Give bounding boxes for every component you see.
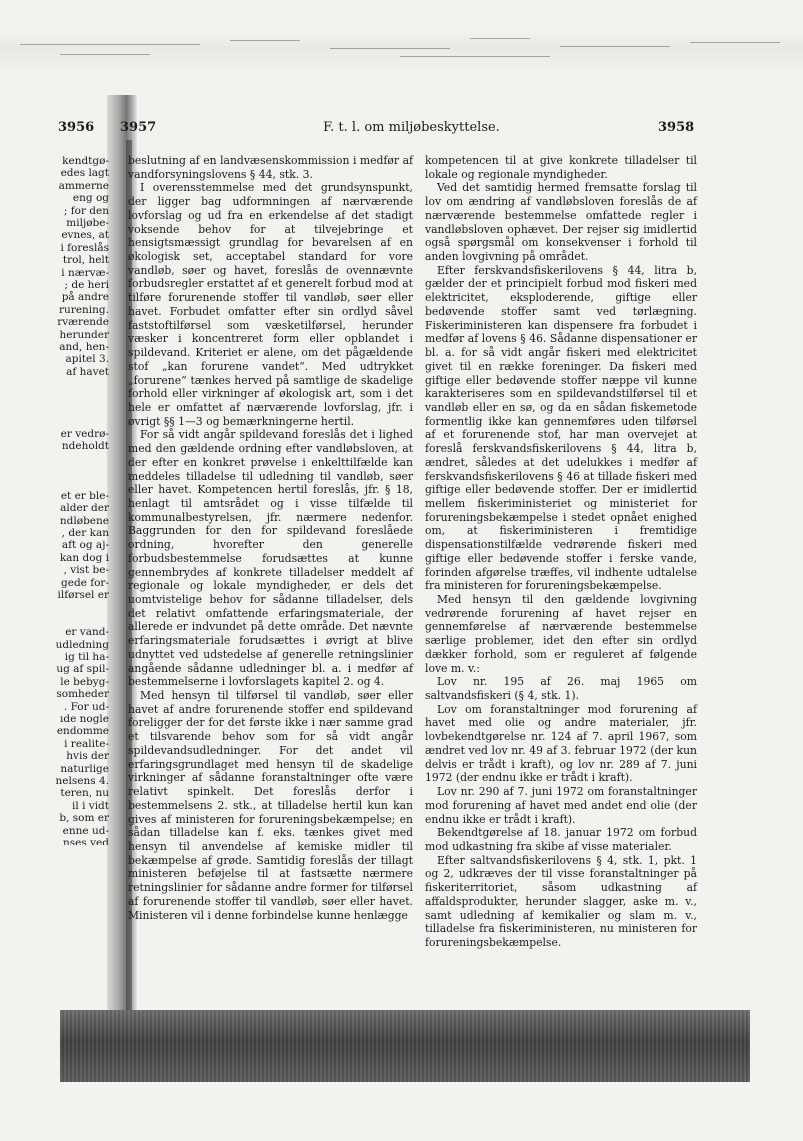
- paragraph: Lov nr. 290 af 7. juni 1972 om foranstaltninger mod forurening af havet med andet end olie (der endnu ikke er trådt i kraft).: [425, 785, 697, 826]
- paragraph: Efter ferskvandsfiskerilovens § 44, litra b, gælder der et principielt forbud mod fiskeri med elektricitet, eksploderende, giftige eller bedøvende stoffer samt ved tørlægning. Fiskeriministeren kan dispensere fra forbudet i medfør af lovens § 46. Sådanne dispensationer er bl. a. for så vidt angår fiskeri med elektricitet givet til en række foreninger. Da fiskeri med giftige eller bedøvende stoffer næppe vil kunne karakteriseres som en spildevandstilførsel til et vandløb eller en sø, og da en sådan fiskemetode formentlig ikke kan gennemføres uden tilførsel af et forurenende stof, har man overvejet at foreslå ferskvandsfiskerilovens § 44, litra b, ændret, således at det udelukkes i medfør af ferskvandsfiskerilovens § 46 at tillade fiskeri med giftige eller bedøvende stoffer. Der er imidlertid mellem fiskeriministeriet og ministeriet for forureningsbekæmpelse i stedet opnået enighed om, at fiskeriministeren i fremtidige dispensationstilfælde vedrørende fiskeri med giftige eller bedøvende stoffer i ferske vande, forinden afgørelse træffes, vil indhente udtalelse fra ministeren for forureningsbekæmpelse.: [425, 263, 697, 593]
- fragment-line: teren, nu: [60, 787, 109, 800]
- fragment-line: ndeholdt: [61, 440, 109, 453]
- paragraph: Bekendtgørelse af 18. januar 1972 om forbud mod udkastning fra skibe af visse materialer.: [425, 826, 697, 853]
- running-title: F. t. l. om miljøbeskyttelse.: [323, 120, 500, 135]
- paragraph: Lov om foranstaltninger mod forurening af havet med olie og andre materialer, jfr. lovbekendtgørelse nr. 124 af 7. april 1967, som ændret ved lov nr. 49 af 3. februar 1972 (der kun delvis er trådt i kraft), og lov nr. 289 af 7. juni 1972 (der endnu ikke er trådt i kraft).: [425, 702, 697, 785]
- fragment-line: naturlige: [60, 762, 109, 775]
- paragraph: Med hensyn til tilførsel til vandløb, søer eller havet af andre forurenende stoffer end spildevand foreligger der for det første ikke i nær samme grad et tilsvarende behov som for så vidt angår spildevandsudledninger. For det andet vil erfaringsgrundlaget med hensyn til de skadelige virkninger af sådanne foranstaltninger ofte være relativt spinkelt. Det foreslås derfor i bestemmelsens 2. stk., at tilladelse hertil kun kan gives af ministeren for forureningsbekæmpelse; en sådan tilladelse kan f. eks. tænkes givet med hensyn til anvendelse af kemiske midler til bekæmpelse af grøde. Samtidig foreslås der tillagt ministeren beføjelse til at fastsætte nærmere retningslinier for sådanne andre former for tilførsel af forurenende stoffer til vandløb, søer eller havet. Ministeren vil i denne forbindelse kunne henlægge: [128, 689, 413, 922]
- fragment-line: b, som er: [59, 812, 109, 825]
- paragraph: beslutning af en landvæsenskommission i medfør af vandforsyningslovens § 44, stk. 3.: [128, 154, 413, 181]
- paragraph: Ved det samtidig hermed fremsatte forslag til lov om ændring af vandløbsloven foreslås de af nærværende bestemmelse omfattede regler i vandløbsloven ophævet. Der rejser sig imidlertid også spørgsmål om konsekvenser i forhold til anden lovgivning på området.: [425, 181, 697, 264]
- fragment-line: ig til ha-: [64, 651, 109, 663]
- fragment-line: i realite-: [64, 737, 109, 750]
- fragment-line: alder der: [60, 502, 109, 515]
- scan-bottom-shadow: [60, 1010, 750, 1082]
- fragment-line: ; for den: [63, 204, 109, 217]
- fragment-line: er vedrø-: [60, 427, 109, 440]
- fragment-line: ilførsel er: [57, 589, 109, 601]
- fragment-line: eng og: [72, 192, 109, 205]
- fragment-line: nelsens 4.: [55, 775, 109, 787]
- page-number-left: 3956: [58, 120, 95, 135]
- fragment-line: hvis der: [66, 750, 109, 763]
- fragment-line: evnes, at: [61, 229, 109, 242]
- fragment-line: , der kan: [61, 527, 109, 539]
- fragment-line: i nærvæ-: [61, 266, 109, 279]
- fragment-line: somheder: [56, 688, 109, 701]
- paragraph: For så vidt angår spildevand foreslås det i lighed med den gældende ordning efter vandløbsloven, at der efter en konkret prøvelse i enkelttilfælde kan meddeles tilladelse til udledning til vandløb, søer eller havet. Kompetencen hertil foreslås, jfr. § 18, henlagt til amtsrådet og i visse tilfælde til kommunalbestyrelsen, jfr. nærmere nedenfor. Baggrunden for den for spildevand foreslåede ordning, hvorefter den generelle forbudsbestemmelse forudsættes at kunne gennembrydes af konkrete tilladelser meddelt af regionale og lokale myndigheder, er dels det uomtvistelige behov for sådanne tilladelser, dels det relativt omfattende erfaringsmateriale, der allerede er indvundet på dette område. Det nævnte erfaringsmateriale forudsættes i øvrigt at blive udnyttet ved udstedelse af generelle retningslinier angående sådanne udledninger bl. a. i medfør af bestemmelserne i lovforslagets kapitel 2. og 4.: [128, 428, 413, 689]
- fragment-line: herunder: [59, 328, 109, 341]
- fragment-line: gede for-: [61, 576, 109, 589]
- fragment-line: ndløbene: [59, 514, 109, 527]
- fragment-line: miljøbe-: [66, 217, 109, 229]
- text-column-left: [128, 154, 413, 922]
- fragment-line: and, hen-: [59, 341, 109, 353]
- scan-top-noise: [0, 30, 803, 75]
- fragment-line: edes lagt: [60, 167, 109, 180]
- fragment-line: ammerne: [58, 179, 109, 192]
- previous-page-fragment: [45, 155, 109, 845]
- paragraph: I overensstemmelse med det grundsynspunkt, der ligger bag udformningen af nærværende lovforslag og ud fra en erkendelse af det stadigt voksende behov for at tilvejebringe et hensigtsmæssigt grundlag for bevarelsen af en økologisk set, acceptabel standard for vore vandløb, søer og havet, foreslås de ovennævnte forbudsregler erstattet af et generelt forbud mod at tilføre forurenende stoffer til vandløb, søer eller havet. Forbudet omfatter efter sin ordlyd såvel faststoftilførsel som væsketilførsel, herunder væsker i koncentreret form eller opblandet i spildevand. Kriteriet er alene, om det pågældende stof „kan forurene vandet“. Med udtrykket „forurene“ tænkes herved på samtlige de skadelige forhold eller virkninger af økologisk art, som i det hele er omfattet af nærværende lovforslag, jfr. i øvrigt §§ 1—3 og bemærkningerne hertil.: [128, 181, 413, 428]
- fragment-line: på andre: [61, 291, 109, 304]
- fragment-line: endomme: [56, 725, 109, 738]
- fragment-line: ug af spil-: [56, 663, 109, 676]
- fragment-line: et er ble-: [60, 489, 109, 502]
- fragment-line: apitel 3.: [65, 353, 109, 366]
- fragment-line: kan dog i: [59, 551, 109, 564]
- fragment-line: enne ud-: [62, 824, 109, 837]
- fragment-line: , vist be-: [63, 564, 109, 577]
- fragment-line: trol, helt: [62, 254, 109, 267]
- fragment-line: ; de heri: [64, 279, 109, 291]
- fragment-line: aft og aj-: [61, 539, 109, 552]
- fragment-line: nses ved: [63, 837, 109, 845]
- page-number-right: 3958: [658, 120, 695, 135]
- paragraph: Med hensyn til den gældende lovgivning vedrørende forurening af havet rejser en gennemførelse af nærværende bestemmelse særlige problemer, idet den efter sin ordlyd dækker forhold, som er reguleret af følgende love m. v.:: [425, 593, 697, 675]
- fragment-line: kendtgø-: [62, 155, 109, 167]
- text-column-right: [425, 154, 697, 950]
- fragment-line: rurening.: [59, 303, 109, 316]
- fragment-line: le bebyg-: [60, 675, 109, 688]
- page-header: [0, 118, 803, 142]
- fragment-line: rværende: [57, 316, 109, 329]
- fragment-line: er vand-: [65, 626, 109, 639]
- paragraph: kompetencen til at give konkrete tilladelser til lokale og regionale myndigheder.: [425, 154, 697, 181]
- page-number-middle: 3957: [120, 120, 157, 135]
- fragment-line: . For ud-: [63, 700, 109, 713]
- fragment-line: af havet: [66, 365, 109, 378]
- fragment-line: ıde nogle: [59, 713, 109, 725]
- fragment-line: il i vidt: [72, 799, 109, 812]
- fragment-line: i foreslås: [60, 241, 109, 254]
- paragraph: Efter saltvandsfiskerilovens § 4, stk. 1, pkt. 1 og 2, udkræves der til visse foranstaltninger på fiskeriterritoriet, såsom udkastning af affaldsprodukter, herunder slagger, aske m. v., samt udledning af kemikalier og slam m. v., tilladelse fra fiskeriministeren, nu ministeren for forureningsbekæmpelse.: [425, 853, 697, 949]
- paragraph: Lov nr. 195 af 26. maj 1965 om saltvandsfiskeri (§ 4, stk. 1).: [425, 675, 697, 703]
- fragment-line: udledning: [55, 638, 109, 651]
